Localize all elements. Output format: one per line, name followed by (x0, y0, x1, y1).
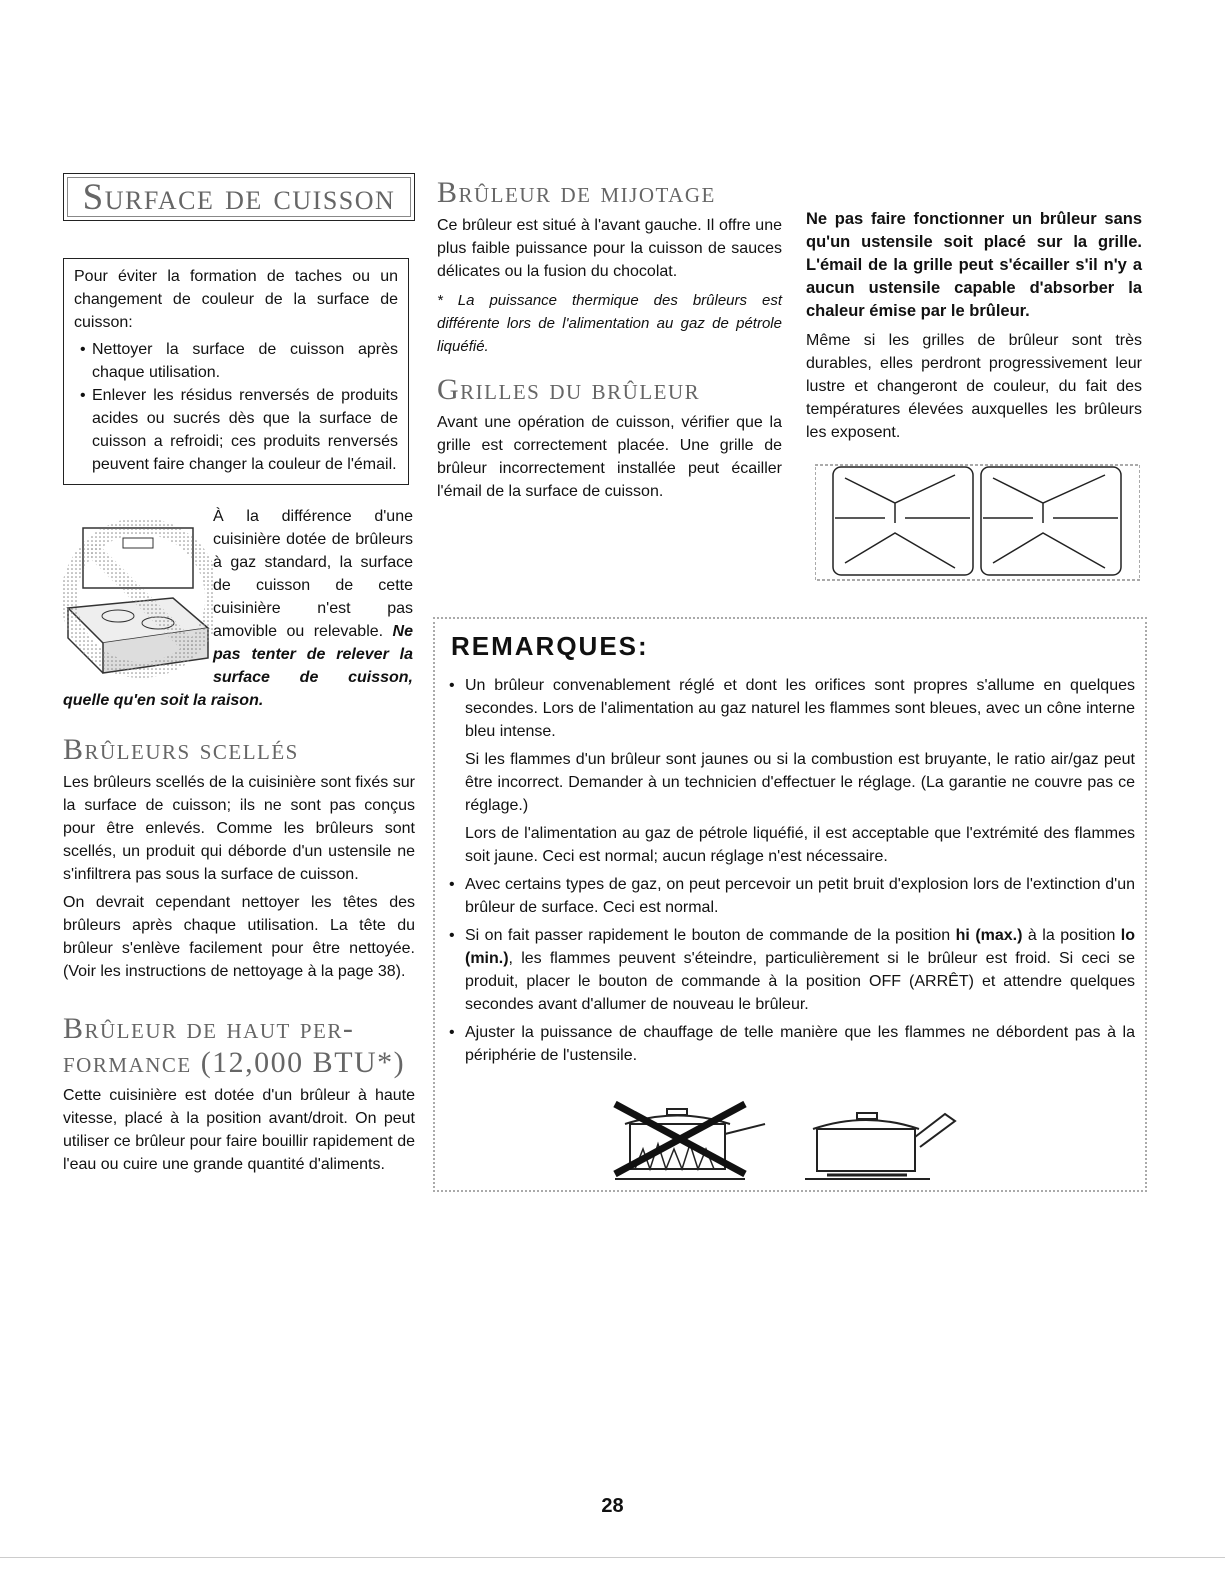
intro-bullet: • Nettoyer la surface de cuisson après chaque utilisation. (92, 338, 398, 384)
grate-warning-section (806, 208, 1142, 444)
intro-list (74, 338, 398, 476)
grate-warning-bold: Ne pas faire fonctionner un brûleur sans qu'un ustensile soit placé sur la grille. L'émail de la grille peut s'écailler s'il n'y a aucun ustensile capable d'absorber la chaleur émise par le brûleur. (806, 210, 1142, 320)
no-lift-text-block (63, 505, 413, 712)
grates-section (437, 373, 782, 503)
sealed-burners-p1: Les brûleurs scellés de la cuisinière sont fixés sur la surface de cuisson; ils ne sont pas conçus pour être enlevés. Comme les brûleurs sont scellés, un produit qui déborde d'un ustensile ne s'infiltrera pas sous la surface de cuisson. (63, 774, 415, 883)
bottom-rule (0, 1557, 1225, 1558)
sealed-burners-section (63, 733, 415, 983)
notes-list (445, 674, 1135, 1067)
intro-bullet: • Enlever les résidus renversés de produits acides ou sucrés dès que la surface de cuisson a refroidi; ces produits renversés peuvent faire changer la couleur de l'émail. (92, 384, 398, 476)
no-lift-warning: Ne pas tenter de relever la surface de cuisson, quelle qu'en soit la raison. (63, 623, 413, 709)
notes-bullet: • Un brûleur convenablement réglé et dont les orifices sont propres s'allume en quelques secondes. Lors de l'alimentation au gaz naturel les flammes sont bleues, avec un cône interne bleu intense. (445, 674, 1135, 743)
notes-bullet: • Ajuster la puissance de chauffage de telle manière que les flammes ne débordent pas à la périphérie de l'ustensile. (445, 1021, 1135, 1067)
burner-grates-illustration (815, 463, 1140, 583)
page-number: 28 (601, 1495, 624, 1517)
notes-sub-paragraph: Si les flammes d'un brûleur sont jaunes ou si la combustion est bruyante, le ratio air/gaz peut être incorrect. Demander à un technicien d'effectuer le réglage. (La garantie ne couvre pas ce réglage.) (465, 751, 1135, 814)
sealed-burners-p2: On devrait cependant nettoyer les têtes des brûleurs après chaque utilisation. La tête du brûleur s'enlève facilement pour être nettoyée. (Voir les instructions de nettoyage à la page 38). (63, 894, 415, 980)
notes-content (445, 674, 1135, 1072)
no-lift-text: À la différence d'une cuisinière dotée de brûleurs à gaz standard, la surface de cuisson de cette cuisinière n'est pas amovible ou relevable. (213, 508, 413, 640)
grates-title: Grilles du brûleur (437, 373, 701, 406)
high-performance-title-line1: Brûleur de haut per- (63, 1012, 355, 1045)
section-title-inner (67, 177, 411, 217)
notes-bullet: • Si on fait passer rapidement le bouton de commande de la position hi (max.) à la position lo (min.), les flammes peuvent s'éteindre, particulièrement si le brûleur est froid. Si ceci se produit, placer le bouton de commande à la position OFF (ARRÊT) et attendre quelques secondes avant d'allumer de nouveau le brûleur. (445, 924, 1135, 1016)
notes-box (433, 617, 1147, 1192)
grate-warning-text: Même si les grilles de brûleur sont très durables, elles perdront progressivement leur lustre et changeront de couleur, du fait des températures élevées auxquelles les brûleurs les exposent. (806, 332, 1142, 441)
pan-flame-illustration (595, 1099, 975, 1184)
notes-title: REMARQUES: (451, 631, 649, 661)
page-title: Surface de cuisson (82, 176, 396, 218)
notes-bullet: • Avec certains types de gaz, on peut percevoir un petit bruit d'explosion lors de l'extinction d'un brûleur de surface. Ceci est normal. (445, 873, 1135, 919)
grates-text: Avant une opération de cuisson, vérifier que la grille est correctement placée. Une grille de brûleur incorrectement installée peut écailler l'émail de la surface de cuisson. (437, 414, 782, 500)
simmer-burner-title: Brûleur de mijotage (437, 176, 716, 209)
high-performance-section (63, 1012, 415, 1176)
sealed-burners-title: Brûleurs scellés (63, 733, 299, 766)
intro-text: Pour éviter la formation de taches ou un changement de couleur de la surface de cuisson: (74, 268, 398, 331)
simmer-burner-section (437, 176, 782, 358)
intro-box (63, 258, 409, 485)
simmer-footnote: * La puissance thermique des brûleurs est différente lors de l'alimentation au gaz de pétrole liquéfié. (437, 292, 782, 355)
high-performance-title-line2: formance (12,000 BTU*) (63, 1046, 406, 1079)
notes-sub-paragraph: Lors de l'alimentation au gaz de pétrole liquéfié, il est acceptable que l'extrémité des flammes soit jaune. Ceci est normal; aucun réglage n'est nécessaire. (465, 825, 1135, 865)
simmer-burner-text: Ce brûleur est situé à l'avant gauche. Il offre une plus faible puissance pour la cuisson de sauces délicates ou la fusion du chocolat. (437, 217, 782, 280)
section-title-box (63, 173, 415, 221)
high-performance-text: Cette cuisinière est dotée d'un brûleur à haute vitesse, placé à la position avant/droit. On peut utiliser ce brûleur pour faire bouillir rapidement de l'eau ou cuire une grande quantité d'aliments. (63, 1087, 415, 1173)
